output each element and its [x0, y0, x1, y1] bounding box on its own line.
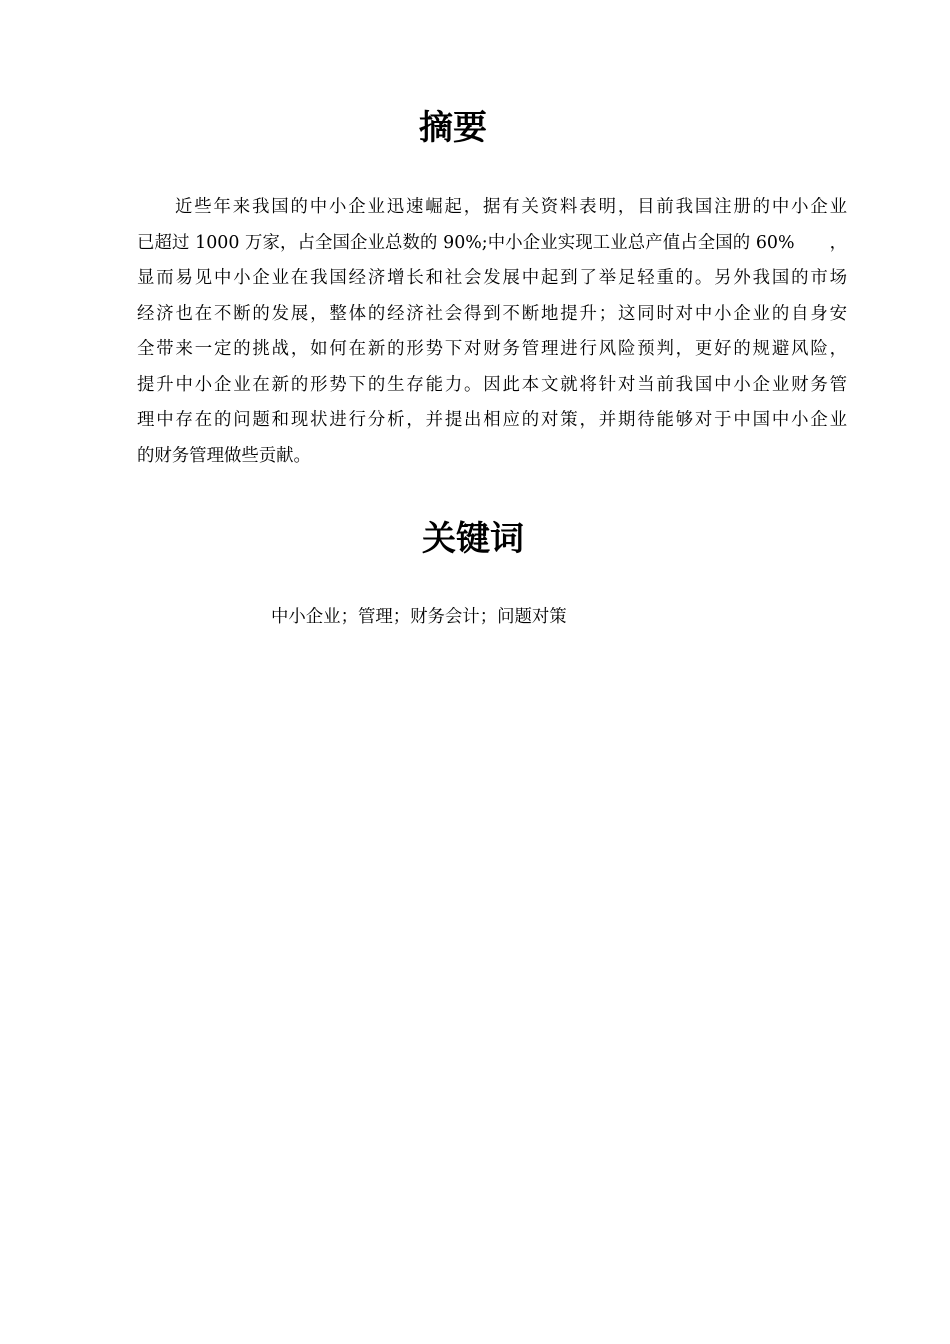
- abstract-line: 理中存在的问题和现状进行分析，并提出相应的对策，并期待能够对于中国中小企业: [137, 410, 847, 430]
- keywords-heading: 关键词: [422, 519, 524, 559]
- abstract-paragraph: [137, 190, 847, 474]
- keywords-text: 中小企业；管理；财务会计；问题对策: [271, 607, 567, 627]
- abstract-line: 的财务管理做些贡献。: [137, 445, 311, 466]
- abstract-line: 全带来一定的挑战，如何在新的形势下对财务管理进行风险预判，更好的规避风险，: [137, 339, 847, 359]
- abstract-line: 提升中小企业在新的形势下的生存能力。因此本文就将针对当前我国中小企业财务管: [137, 374, 847, 395]
- abstract-line: 近些年来我国的中小企业迅速崛起，据有关资料表明，目前我国注册的中小企业: [175, 197, 847, 217]
- abstract-line: 已超过 1000 万家，占全国企业总数的 90%;中小企业实现工业总产值占全国的 60% ，: [137, 232, 847, 253]
- abstract-heading: 摘要: [419, 108, 487, 148]
- abstract-line: 显而易见中小企业在我国经济增长和社会发展中起到了举足轻重的。另外我国的市场: [137, 268, 847, 288]
- abstract-line: 经济也在不断的发展，整体的经济社会得到不断地提升；这同时对中小企业的自身安: [137, 303, 847, 324]
